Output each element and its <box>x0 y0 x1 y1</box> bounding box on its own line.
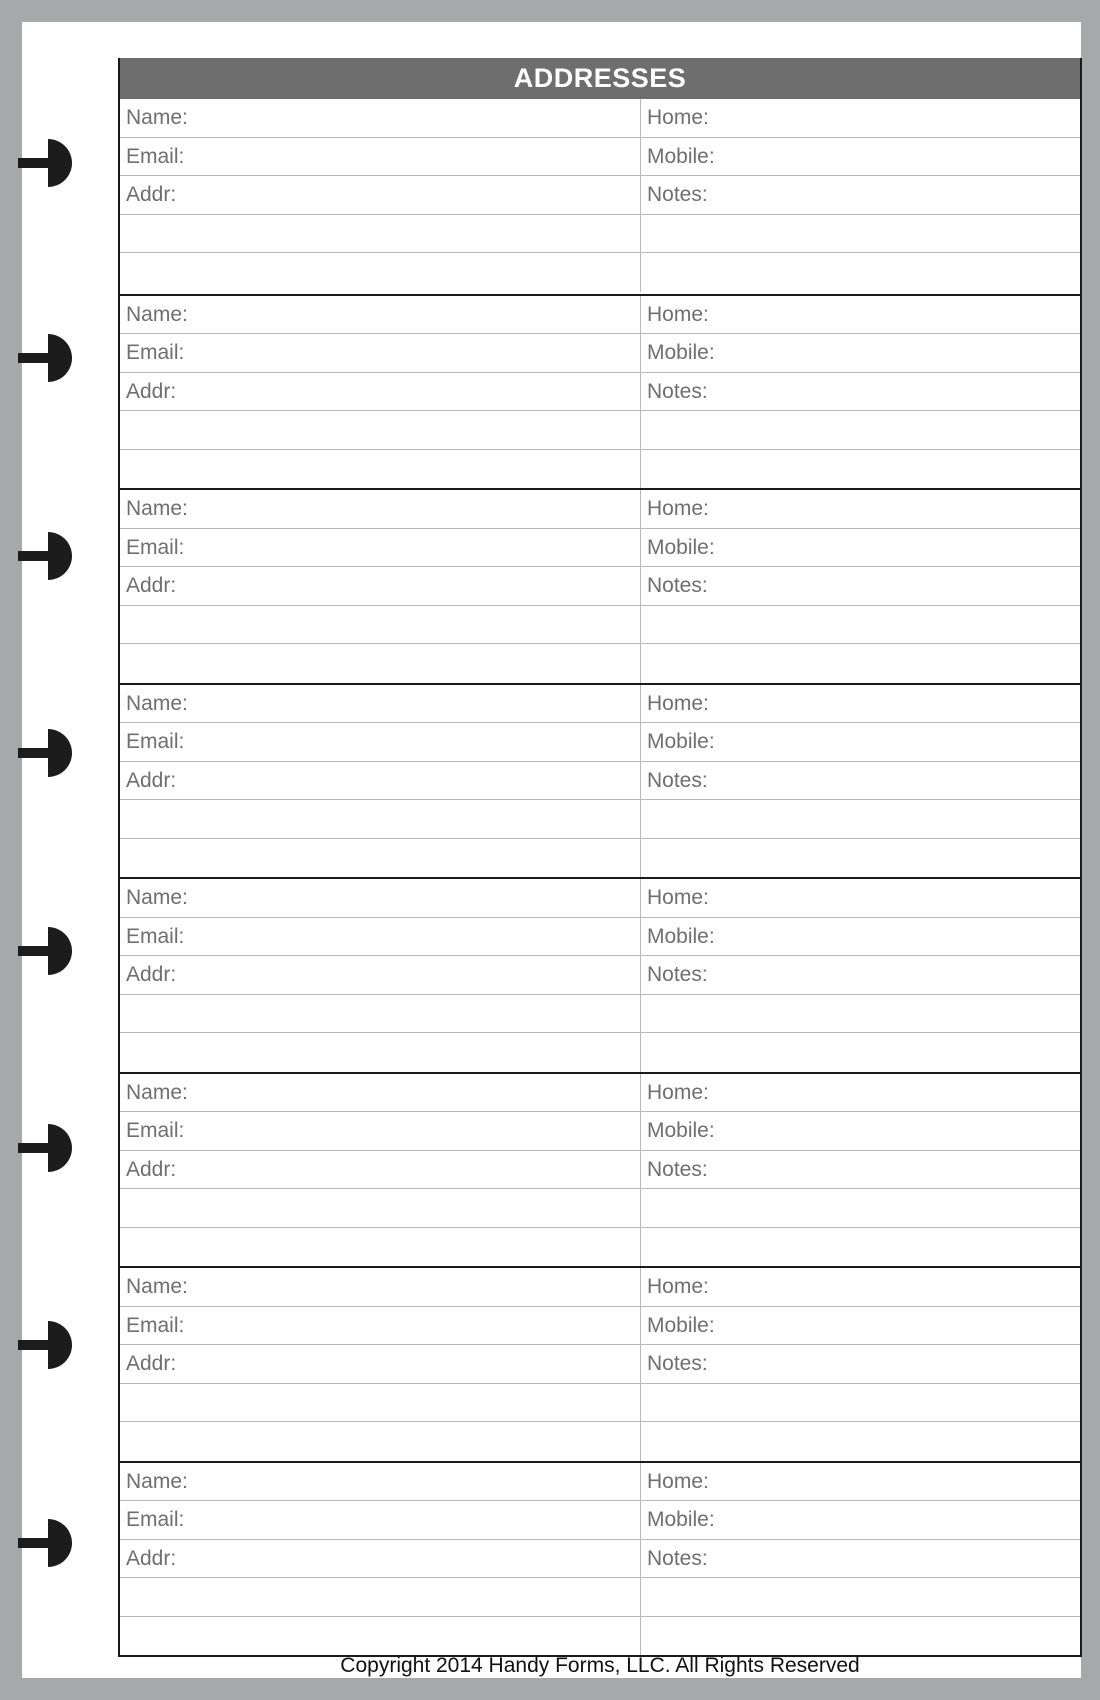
name-field[interactable]: Name: <box>120 490 641 528</box>
address-entry <box>120 1266 1080 1461</box>
entry-row-addr <box>120 762 1080 801</box>
entry-blank-row <box>120 450 1080 489</box>
addr-field[interactable]: Addr: <box>120 1540 641 1578</box>
blank-line-left[interactable] <box>120 450 641 489</box>
notes-field[interactable]: Notes: <box>647 574 708 597</box>
email-field[interactable]: Email: <box>120 1307 641 1345</box>
address-entry <box>120 99 1080 294</box>
blank-line-right[interactable] <box>641 411 1080 449</box>
email-field[interactable]: Email: <box>120 1112 641 1150</box>
entry-row-name <box>120 490 1080 529</box>
notes-field[interactable]: Notes: <box>647 768 708 792</box>
blank-line-left[interactable] <box>120 1189 641 1227</box>
notes-field[interactable]: Notes: <box>647 183 708 206</box>
entry-blank-row <box>120 1033 1080 1072</box>
blank-line-left[interactable] <box>120 644 641 683</box>
address-blocks <box>120 99 1080 1655</box>
entry-row-addr <box>120 373 1080 412</box>
entry-row-addr <box>120 567 1080 606</box>
binder-disc-slot-icon <box>18 138 78 188</box>
address-entry <box>120 294 1080 489</box>
entry-row-email <box>120 918 1080 957</box>
blank-line-right[interactable] <box>641 839 1080 878</box>
mobile-field[interactable]: Mobile: <box>647 1313 715 1337</box>
entry-row-addr <box>120 956 1080 995</box>
name-field[interactable]: Name: <box>120 685 641 723</box>
entry-row-email <box>120 1112 1080 1151</box>
entry-row-email <box>120 529 1080 568</box>
addr-field[interactable]: Addr: <box>120 956 641 994</box>
entry-blank-row <box>120 1189 1080 1228</box>
binder-disc-slot-icon <box>18 531 78 581</box>
addr-field[interactable]: Addr: <box>120 1151 641 1189</box>
address-entry <box>120 1072 1080 1267</box>
page-sheet <box>22 22 1081 1678</box>
entry-row-addr <box>120 1540 1080 1579</box>
addr-field[interactable]: Addr: <box>120 373 641 411</box>
entry-row-name <box>120 1463 1080 1502</box>
blank-line-left[interactable] <box>120 1033 641 1072</box>
name-field[interactable]: Name: <box>120 1268 641 1306</box>
binder-disc-slot-icon <box>18 333 78 383</box>
blank-line-left[interactable] <box>120 800 641 838</box>
mobile-field[interactable]: Mobile: <box>647 1508 715 1531</box>
notes-field[interactable]: Notes: <box>647 963 708 986</box>
entry-row-name <box>120 99 1080 138</box>
entry-row-name <box>120 296 1080 335</box>
blank-line-right[interactable] <box>641 215 1080 253</box>
home-field[interactable]: Home: <box>647 886 709 909</box>
blank-line-right[interactable] <box>641 450 1080 489</box>
blank-line-right[interactable] <box>641 800 1080 838</box>
blank-line-right[interactable] <box>641 1578 1080 1616</box>
blank-line-right[interactable] <box>641 995 1080 1033</box>
name-field[interactable]: Name: <box>120 879 641 917</box>
email-field[interactable]: Email: <box>120 723 641 761</box>
binder-disc-slot-icon <box>18 728 78 778</box>
home-field[interactable]: Home: <box>647 497 709 520</box>
entry-blank-row <box>120 1228 1080 1267</box>
entry-blank-row <box>120 215 1080 254</box>
entry-row-email <box>120 1307 1080 1346</box>
binder-disc-slot-icon <box>18 1320 78 1370</box>
blank-line-right[interactable] <box>641 644 1080 683</box>
blank-line-left[interactable] <box>120 995 641 1033</box>
entry-row-name <box>120 685 1080 724</box>
email-field[interactable]: Email: <box>120 1501 641 1539</box>
blank-line-left[interactable] <box>120 215 641 253</box>
binder-disc-slot-icon <box>18 1123 78 1173</box>
blank-line-right[interactable] <box>641 1189 1080 1227</box>
entry-row-name <box>120 1074 1080 1113</box>
entry-row-addr <box>120 176 1080 215</box>
blank-line-right[interactable] <box>641 253 1080 292</box>
blank-line-right[interactable] <box>641 1617 1080 1656</box>
blank-line-right[interactable] <box>641 1422 1080 1461</box>
copyright-text: Copyright 2014 Handy Forms, LLC. All Rights Reserved <box>340 1654 860 1677</box>
entry-blank-row <box>120 606 1080 645</box>
home-field[interactable]: Home: <box>647 106 709 129</box>
email-field[interactable]: Email: <box>120 529 641 567</box>
binder-disc-slot-icon <box>18 1518 78 1568</box>
entry-row-name <box>120 879 1080 918</box>
name-field[interactable]: Name: <box>120 296 641 334</box>
blank-line-right[interactable] <box>641 1384 1080 1422</box>
entry-row-addr <box>120 1151 1080 1190</box>
mobile-field[interactable]: Mobile: <box>647 144 715 168</box>
blank-line-left[interactable] <box>120 1384 641 1422</box>
home-field[interactable]: Home: <box>647 1080 709 1104</box>
blank-line-right[interactable] <box>641 1228 1080 1267</box>
addr-field[interactable]: Addr: <box>120 176 641 214</box>
name-field[interactable]: Name: <box>120 1074 641 1112</box>
name-field[interactable]: Name: <box>120 1463 641 1501</box>
blank-line-left[interactable] <box>120 606 641 644</box>
mobile-field[interactable]: Mobile: <box>647 535 715 559</box>
mobile-field[interactable]: Mobile: <box>647 341 715 364</box>
blank-line-right[interactable] <box>641 1033 1080 1072</box>
entry-blank-row <box>120 411 1080 450</box>
entry-row-addr <box>120 1345 1080 1384</box>
home-field[interactable]: Home: <box>647 302 709 326</box>
page-title: ADDRESSES <box>120 58 1080 99</box>
blank-line-left[interactable] <box>120 1228 641 1267</box>
entry-blank-row <box>120 995 1080 1034</box>
home-field[interactable]: Home: <box>647 1275 709 1298</box>
blank-line-left[interactable] <box>120 839 641 878</box>
entry-blank-row <box>120 253 1080 292</box>
blank-line-left[interactable] <box>120 411 641 449</box>
addresses-form <box>118 58 1082 1657</box>
entry-row-email <box>120 723 1080 762</box>
address-entry <box>120 877 1080 1072</box>
home-field[interactable]: Home: <box>647 691 709 715</box>
entry-blank-row <box>120 644 1080 683</box>
blank-line-left[interactable] <box>120 1422 641 1461</box>
entry-row-email <box>120 334 1080 373</box>
notes-field[interactable]: Notes: <box>647 1352 708 1375</box>
entry-blank-row <box>120 800 1080 839</box>
mobile-field[interactable]: Mobile: <box>647 730 715 753</box>
address-entry <box>120 1461 1080 1656</box>
entry-blank-row <box>120 1384 1080 1423</box>
name-field[interactable]: Name: <box>120 99 641 137</box>
blank-line-left[interactable] <box>120 1617 641 1656</box>
notes-field[interactable]: Notes: <box>647 379 708 403</box>
addr-field[interactable]: Addr: <box>120 762 641 800</box>
addr-field[interactable]: Addr: <box>120 567 641 605</box>
notes-field[interactable]: Notes: <box>647 1546 708 1570</box>
entry-row-email <box>120 1501 1080 1540</box>
addr-field[interactable]: Addr: <box>120 1345 641 1383</box>
blank-line-right[interactable] <box>641 606 1080 644</box>
entry-row-email <box>120 138 1080 177</box>
notes-field[interactable]: Notes: <box>647 1157 708 1181</box>
email-field[interactable]: Email: <box>120 918 641 956</box>
home-field[interactable]: Home: <box>647 1469 709 1493</box>
email-field[interactable]: Email: <box>120 334 641 372</box>
blank-line-left[interactable] <box>120 1578 641 1616</box>
entry-blank-row <box>120 1422 1080 1461</box>
entry-blank-row <box>120 1617 1080 1656</box>
address-entry <box>120 488 1080 683</box>
entry-blank-row <box>120 839 1080 878</box>
address-entry <box>120 683 1080 878</box>
entry-row-name <box>120 1268 1080 1307</box>
entry-blank-row <box>120 1578 1080 1617</box>
binder-disc-slot-icon <box>18 926 78 976</box>
mobile-field[interactable]: Mobile: <box>647 924 715 948</box>
blank-line-left[interactable] <box>120 253 641 292</box>
email-field[interactable]: Email: <box>120 138 641 176</box>
mobile-field[interactable]: Mobile: <box>647 1119 715 1142</box>
